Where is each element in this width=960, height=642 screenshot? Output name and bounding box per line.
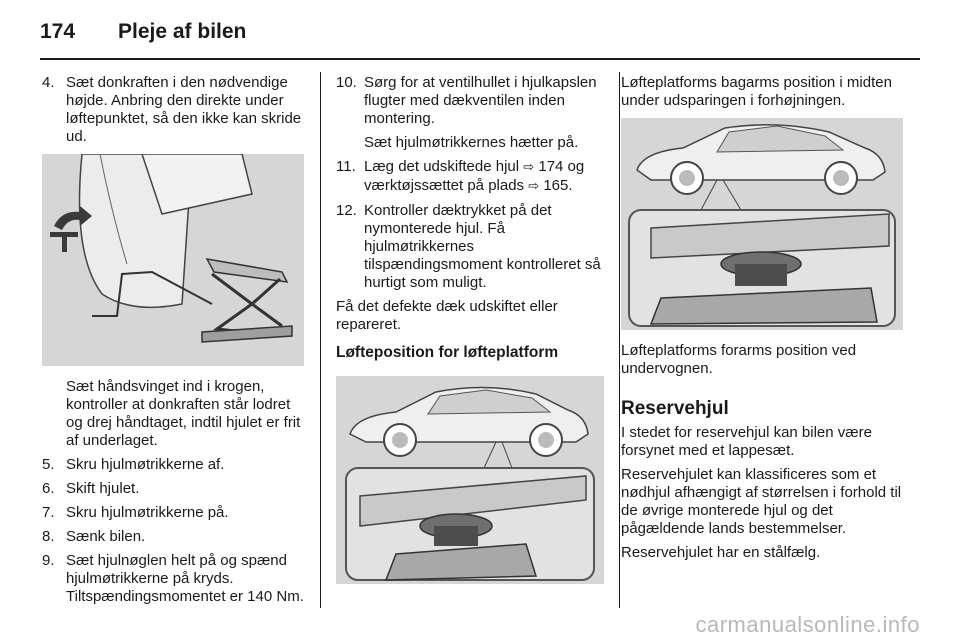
paragraph: Få det defekte dæk udskiftet eller repareret.	[336, 298, 558, 333]
step-number: 5.	[42, 456, 55, 473]
paragraph: I stedet for reservehjul kan bilen være forsynet med et lappesæt.	[621, 424, 872, 459]
step-text: Skift hjulet.	[66, 480, 140, 497]
header-rule	[40, 58, 920, 60]
page-reference[interactable]: 165	[543, 177, 569, 194]
step-number: 11.	[336, 158, 356, 175]
page-number: 174	[40, 20, 76, 43]
cross-reference-icon[interactable]: ⇨	[523, 160, 535, 175]
figure-caption: Sæt håndsvinget ind i krogen, kontroller at donkraften står lodret og drej håndtaget, indtil hjulet er frit af underlaget.	[66, 378, 301, 449]
step-text: Sørg for at ventilhullet i hjulkapslen flugter med dækventilen inden montering.	[364, 74, 597, 127]
step-number: 12.	[336, 202, 357, 219]
jack-illustration	[42, 154, 304, 366]
figure-caption: Løfteplatforms forarms position ved undervognen.	[621, 342, 857, 377]
step-item	[336, 202, 604, 292]
step-number: 6.	[42, 480, 55, 497]
column-3	[621, 74, 903, 568]
watermark: carmanualsonline.info	[695, 612, 920, 637]
step-item	[42, 528, 304, 546]
step-item	[42, 504, 304, 522]
column-divider	[619, 72, 620, 608]
page-title: Pleje af bilen	[118, 20, 247, 43]
step-item	[42, 480, 304, 498]
step-text: Sænk bilen.	[66, 528, 146, 545]
column-divider	[320, 72, 321, 608]
step-item	[42, 74, 304, 146]
step-text: Skru hjulmøtrikkerne på.	[66, 504, 229, 521]
section-title: Reservehjul	[621, 398, 729, 419]
subheading: Løfteposition for løfteplatform	[336, 344, 559, 361]
column-1	[42, 74, 304, 612]
step-item	[336, 74, 604, 128]
step-item	[336, 158, 604, 196]
page-reference[interactable]: 174	[538, 158, 564, 175]
step-item	[42, 552, 304, 606]
paragraph: Reservehjulet kan klassificeres som et nødhjul afhængigt af størrelsen i forhold til de øvrige monterede hjul og det pågældende lands bestemmelser.	[621, 466, 902, 537]
step-text: Kontroller dæktrykket på det nymonterede hjul. Få hjulmøtrikkernes tilspændingsmoment kontrolleret så hurtigt som muligt.	[364, 202, 601, 291]
column-2	[336, 74, 604, 596]
step-text: Sæt hjulnøglen helt på og spænd hjulmøtrikkerne på kryds. Tiltspændingsmomentet er 140 Nm.	[66, 552, 304, 605]
step-number: 4.	[42, 74, 55, 91]
step-number: 8.	[42, 528, 55, 545]
step-number: 7.	[42, 504, 55, 521]
text-fragment: .	[568, 177, 573, 194]
step-note: Sæt hjulmøtrikkernes hætter på.	[364, 134, 579, 151]
lift-platform-front-illustration	[621, 118, 903, 330]
cross-reference-icon[interactable]: ⇨	[528, 179, 540, 194]
text-fragment: og værktøjssættet på plads	[364, 158, 585, 194]
text-fragment: Læg det udskiftede hjul	[364, 158, 524, 175]
paragraph: Reservehjulet har en stålfælg.	[621, 544, 821, 561]
step-number: 9.	[42, 552, 55, 569]
step-text: Skru hjulmøtrikkerne af.	[66, 456, 225, 473]
step-number: 10.	[336, 74, 357, 91]
step-item	[42, 456, 304, 474]
paragraph: Løfteplatforms bagarms position i midten under udsparingen i forhøjningen.	[621, 74, 892, 109]
step-text: Sæt donkraften i den nødvendige højde. Anbring den direkte under løftepunktet, så den ikke kan skride ud.	[66, 74, 302, 145]
lift-platform-rear-illustration	[336, 376, 604, 584]
step-text	[364, 158, 584, 194]
page-header	[40, 12, 920, 52]
